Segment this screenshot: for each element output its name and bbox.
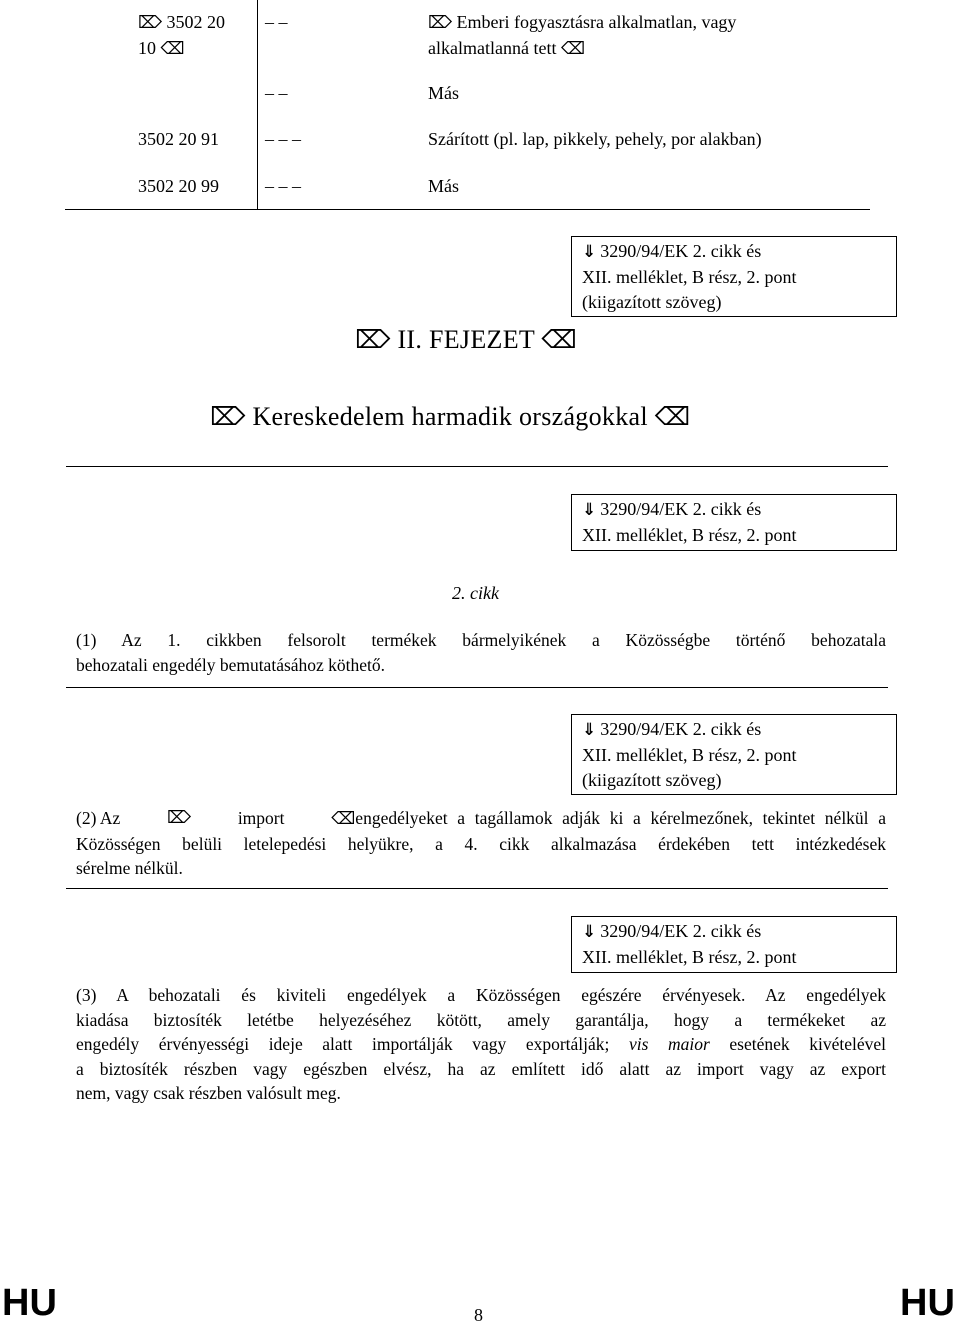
section-rule: [66, 888, 888, 889]
paragraph-line: (3) A behozatali és kiviteli engedélyek a Közösségen egészére érvényesek. Az engedélyek: [76, 985, 886, 1005]
down-arrow-icon: ⇓: [582, 242, 597, 262]
down-arrow-icon: ⇓: [582, 500, 597, 520]
reference-line: XII. melléklet, B rész, 2. pont: [582, 525, 797, 545]
tariff-description: Szárított (pl. lap, pikkely, pehely, por alakban): [428, 129, 762, 149]
reference-line: XII. melléklet, B rész, 2. pont: [582, 267, 797, 287]
footer-lang-right: HU: [900, 1282, 955, 1324]
paragraph-line: a biztosíték részben vagy egészben elvész, ha az említett idő alatt az import vagy az export: [76, 1058, 886, 1079]
insert-marker-icon: ⌦: [210, 402, 246, 431]
reference-line: 3290/94/EK 2. cikk és: [600, 921, 762, 941]
chapter-subtitle-text: Kereskedelem harmadik országokkal: [252, 402, 648, 431]
chapter-title: [355, 325, 577, 355]
paragraph-fragment: import: [237, 808, 285, 828]
footer-lang-left: HU: [2, 1282, 57, 1324]
reference-line: XII. melléklet, B rész, 2. pont: [582, 947, 797, 967]
insert-marker-icon: ⌦: [167, 808, 192, 828]
paragraph-fragment: engedély érvényességi ideje alatt importálják vagy exportálják;: [76, 1034, 629, 1054]
tariff-code: 3502 20 91: [138, 129, 219, 149]
tariff-dash: – –: [265, 83, 288, 103]
insert-marker-icon: ⌦: [428, 13, 453, 33]
paragraph-fragment: (2) Az: [76, 808, 121, 828]
page-number: 8: [474, 1305, 483, 1325]
description-text: Emberi fogyasztásra alkalmatlan, vagy: [456, 12, 737, 32]
paragraph-line: sérelme nélkül.: [76, 858, 183, 878]
tariff-dash: – –: [265, 12, 288, 32]
source-reference-box: [571, 494, 897, 551]
tariff-description: Más: [428, 83, 459, 103]
tariff-description: [428, 10, 868, 62]
paragraph-line: nem, vagy csak részben valósult meg.: [76, 1083, 341, 1103]
reference-line: (kiigazított szöveg): [582, 770, 722, 790]
tariff-code-cont: 10: [138, 38, 156, 58]
paragraph-line: [76, 1032, 886, 1057]
chapter-title-text: II. FEJEZET: [397, 325, 535, 354]
reference-line: 3290/94/EK 2. cikk és: [600, 719, 762, 739]
source-reference-box: [571, 916, 897, 973]
description-text-cont: alkalmatlanná tett: [428, 38, 557, 58]
italic-term: vis maior: [629, 1034, 710, 1054]
tariff-dash: – – –: [265, 176, 301, 196]
delete-marker-icon: ⌫: [331, 809, 356, 829]
source-reference-box: [571, 714, 897, 795]
down-arrow-icon: ⇓: [582, 720, 597, 740]
tariff-dash: – – –: [265, 129, 301, 149]
paragraph-1: [76, 628, 886, 677]
paragraph-fragment: esetének kivételével: [709, 1034, 886, 1054]
paragraph-line: Közösségen belüli letelepedési helyükre, a 4. cikk alkalmazása érdekében tett intézkedések: [76, 833, 886, 854]
tariff-code: 3502 20 99: [138, 176, 219, 196]
reference-line: XII. melléklet, B rész, 2. pont: [582, 745, 797, 765]
down-arrow-icon: ⇓: [582, 922, 597, 942]
reference-line: (kiigazított szöveg): [582, 292, 722, 312]
reference-line: 3290/94/EK 2. cikk és: [600, 499, 762, 519]
paragraph-line: [76, 806, 886, 832]
insert-marker-icon: ⌦: [138, 13, 163, 33]
paragraph-line: behozatali engedély bemutatásához köthető.: [76, 654, 386, 675]
source-reference-box: [571, 236, 897, 317]
table-row: [138, 10, 258, 62]
tariff-code: 3502 20: [166, 12, 226, 32]
article-title: 2. cikk: [452, 583, 499, 603]
paragraph-line: kiadása biztosíték letétbe helyezéséhez kötött, amely garantálja, hogy a termékeket az: [76, 1009, 886, 1030]
delete-marker-icon: ⌫: [560, 39, 585, 59]
chapter-subtitle: [210, 402, 690, 432]
delete-marker-icon: ⌫: [654, 402, 691, 431]
section-rule: [66, 466, 888, 467]
paragraph-line: (1) Az 1. cikkben felsorolt termékek bármelyikének a Közösségbe történő behozatala: [76, 630, 886, 650]
section-rule: [66, 687, 888, 688]
tariff-description: Más: [428, 176, 459, 196]
paragraph-2: [76, 806, 886, 881]
delete-marker-icon: ⌫: [541, 325, 578, 354]
insert-marker-icon: ⌦: [355, 325, 391, 354]
paragraph-3: [76, 983, 886, 1106]
paragraph-fragment: engedélyeket a tagállamok adják ki a kérelmezőnek, tekintet nélkül a: [355, 808, 886, 828]
delete-marker-icon: ⌫: [160, 39, 185, 59]
table-bottom-rule: [65, 209, 870, 210]
reference-line: 3290/94/EK 2. cikk és: [600, 241, 762, 261]
